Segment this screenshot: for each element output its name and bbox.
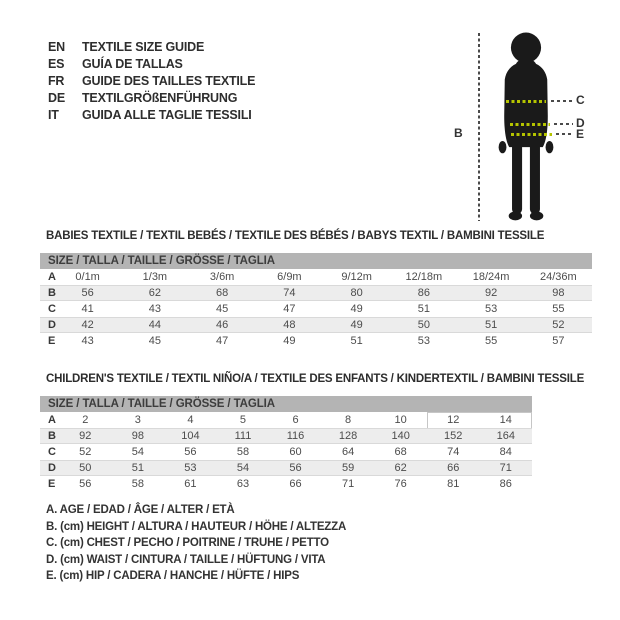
table-cell: 74: [447, 446, 460, 458]
table-cell: 76: [394, 478, 407, 490]
table-cell: 3: [134, 414, 141, 426]
table-cell: 47: [283, 303, 296, 315]
row-letter: C: [48, 303, 56, 315]
language-code: EN: [48, 40, 65, 54]
legend-row: C. (cm) CHEST / PECHO / POITRINE / TRUHE / PETTO: [46, 537, 329, 550]
table-cell: 56: [81, 287, 94, 299]
table-cell: 6/9m: [277, 271, 302, 283]
table-cell: 111: [234, 430, 252, 442]
table-cell: 71: [341, 478, 355, 490]
table-cell: 58: [131, 478, 144, 490]
table-cell: 57: [552, 335, 565, 347]
table-cell: 92: [485, 287, 498, 299]
row-letter: A: [48, 271, 56, 283]
language-label: GUIDE DES TAILLES TEXTILE: [82, 74, 256, 88]
row-letter: C: [48, 446, 56, 458]
waist-measure-line: [510, 123, 550, 126]
language-label: TEXTILE SIZE GUIDE: [82, 40, 205, 54]
table-cell: 62: [148, 287, 161, 299]
table-cell: 128: [338, 430, 358, 442]
language-label: TEXTILGRÖßENFÜHRUNG: [82, 91, 238, 105]
legend-row: A. AGE / EDAD / ÂGE / ALTER / ETÀ: [46, 504, 235, 516]
language-row: [48, 90, 255, 107]
row-letter: D: [48, 462, 56, 474]
table-cell: 12/18m: [405, 271, 443, 283]
measurement-figure: [440, 24, 620, 234]
table-cell: 49: [350, 303, 363, 315]
table-row: [40, 428, 532, 444]
children-section-title: CHILDREN'S TEXTILE / TEXTIL NIÑO/A / TEXTILE DES ENFANTS / KINDERTEXTIL / BAMBINI TESSILE: [46, 373, 585, 385]
language-label: GUÍA DE TALLAS: [82, 57, 183, 71]
table-cell: 1/3m: [142, 271, 168, 283]
table-cell: 68: [216, 287, 229, 299]
table-cell: 62: [394, 462, 407, 474]
table-cell: 55: [485, 335, 498, 347]
chest-measure-line: [506, 100, 546, 103]
table-cell: 44: [148, 319, 161, 331]
table-cell: 64: [341, 446, 355, 458]
table-cell: 50: [79, 462, 92, 474]
hip-measure-label: E: [576, 127, 585, 141]
waist-measure-label: D: [576, 116, 585, 130]
table-cell: 52: [79, 446, 92, 458]
table-cell: 53: [417, 335, 430, 347]
table-cell: 10: [394, 414, 407, 426]
table-cell: 51: [131, 462, 144, 474]
table-cell: 51: [417, 303, 430, 315]
table-cell: 50: [417, 319, 430, 331]
hip-extension-line: [556, 133, 573, 135]
height-measure-line: [478, 33, 480, 221]
language-code: IT: [48, 108, 59, 122]
children-size-table: [40, 396, 532, 492]
table-cell: 92: [79, 430, 92, 442]
measurement-legend: [46, 502, 346, 585]
table-cell: 56: [184, 446, 197, 458]
table-cell: 68: [394, 446, 407, 458]
table-cell: 47: [216, 335, 229, 347]
language-row: [48, 39, 255, 56]
babies-size-header: SIZE / TALLA / TAILLE / GRÖSSE / TAGLIA: [40, 253, 592, 269]
table-cell: 66: [289, 478, 302, 490]
table-cell: 54: [236, 462, 250, 474]
table-cell: 104: [181, 430, 200, 442]
table-cell: 152: [444, 430, 463, 442]
table-cell: 74: [283, 287, 296, 299]
language-row: [48, 107, 255, 124]
table-cell: 116: [286, 430, 305, 442]
table-cell: 164: [496, 430, 515, 442]
table-cell: 45: [216, 303, 229, 315]
language-row: [48, 56, 255, 73]
language-list: [48, 39, 255, 124]
table-cell: 49: [283, 335, 296, 347]
table-cell: 0/1m: [75, 271, 100, 283]
legend-row: B. (cm) HEIGHT / ALTURA / HAUTEUR / HÖHE / ALTEZZA: [46, 520, 347, 533]
table-cell: 59: [341, 462, 355, 474]
table-cell: 140: [391, 430, 410, 442]
table-cell: 41: [81, 303, 94, 315]
table-row: [40, 269, 592, 285]
table-cell: 49: [350, 319, 363, 331]
table-cell: 61: [184, 478, 197, 490]
language-code: ES: [48, 57, 65, 71]
row-letter: E: [48, 478, 56, 490]
language-code: DE: [48, 91, 65, 105]
table-cell: 42: [81, 319, 94, 331]
legend-row: D. (cm) WAIST / CINTURA / TAILLE / HÜFTUNG / VITA: [46, 553, 326, 566]
table-cell: 18/24m: [472, 271, 510, 283]
table-cell: 52: [552, 319, 565, 331]
table-cell: 9/12m: [341, 271, 372, 283]
babies-size-table: [40, 253, 592, 349]
table-cell: 98: [131, 430, 144, 442]
table-cell: 53: [184, 462, 197, 474]
table-cell: 53: [485, 303, 498, 315]
table-row: [40, 476, 532, 492]
language-row: [48, 73, 255, 90]
table-cell: 24/36m: [540, 271, 577, 283]
table-cell: 81: [447, 478, 460, 490]
table-cell: 98: [552, 287, 565, 299]
row-letter: B: [48, 430, 56, 442]
language-code: FR: [48, 74, 65, 88]
table-row: [40, 444, 532, 460]
table-row: [40, 412, 532, 428]
table-row: [40, 317, 592, 333]
table-cell: 56: [79, 478, 92, 490]
table-cell: 3/6m: [209, 271, 235, 283]
row-letter: B: [48, 287, 56, 299]
table-row: [40, 333, 592, 349]
table-cell: 6: [292, 414, 299, 426]
row-letter: A: [48, 414, 56, 426]
legend-row: E. (cm) HIP / CADERA / HANCHE / HÜFTE / HIPS: [46, 570, 300, 583]
children-size-header: SIZE / TALLA / TAILLE / GRÖSSE / TAGLIA: [40, 396, 532, 412]
chest-extension-line: [551, 100, 573, 102]
table-cell: 56: [289, 462, 302, 474]
row-letter: D: [48, 319, 56, 331]
table-cell-highlighted: 14: [480, 412, 533, 428]
table-cell: 80: [350, 287, 363, 299]
table-cell-highlighted: 12: [427, 412, 480, 428]
table-cell: 86: [417, 287, 430, 299]
table-cell: 43: [81, 335, 94, 347]
table-cell: 58: [236, 446, 250, 458]
table-cell: 55: [552, 303, 565, 315]
table-cell: 51: [485, 319, 498, 331]
table-row: [40, 285, 592, 301]
table-cell: 46: [216, 319, 229, 331]
table-cell: 84: [499, 446, 512, 458]
table-cell: 48: [283, 319, 296, 331]
language-label: GUIDA ALLE TAGLIE TESSILI: [82, 108, 252, 122]
table-cell: 60: [289, 446, 302, 458]
table-row: [40, 301, 592, 317]
row-letter: E: [48, 335, 56, 347]
waist-extension-line: [554, 123, 573, 125]
table-cell: 43: [148, 303, 161, 315]
table-cell: 4: [187, 414, 194, 426]
height-measure-label: B: [454, 126, 463, 140]
babies-section-title: BABIES TEXTILE / TEXTIL BEBÉS / TEXTILE DES BÉBÉS / BABYS TEXTIL / BAMBINI TESSILE: [46, 230, 545, 242]
table-cell: 71: [499, 462, 512, 474]
table-cell: 8: [345, 414, 352, 426]
table-cell: 54: [131, 446, 144, 458]
hip-measure-line: [511, 133, 552, 136]
table-cell: 2: [82, 414, 89, 426]
child-silhouette-icon: [498, 32, 554, 222]
table-cell: 51: [350, 335, 363, 347]
table-cell: 63: [236, 478, 250, 490]
table-cell: 45: [148, 335, 161, 347]
chest-measure-label: C: [576, 93, 585, 107]
table-cell: 66: [447, 462, 460, 474]
table-cell: 86: [499, 478, 512, 490]
table-cell: 5: [239, 414, 247, 426]
table-row: [40, 460, 532, 476]
